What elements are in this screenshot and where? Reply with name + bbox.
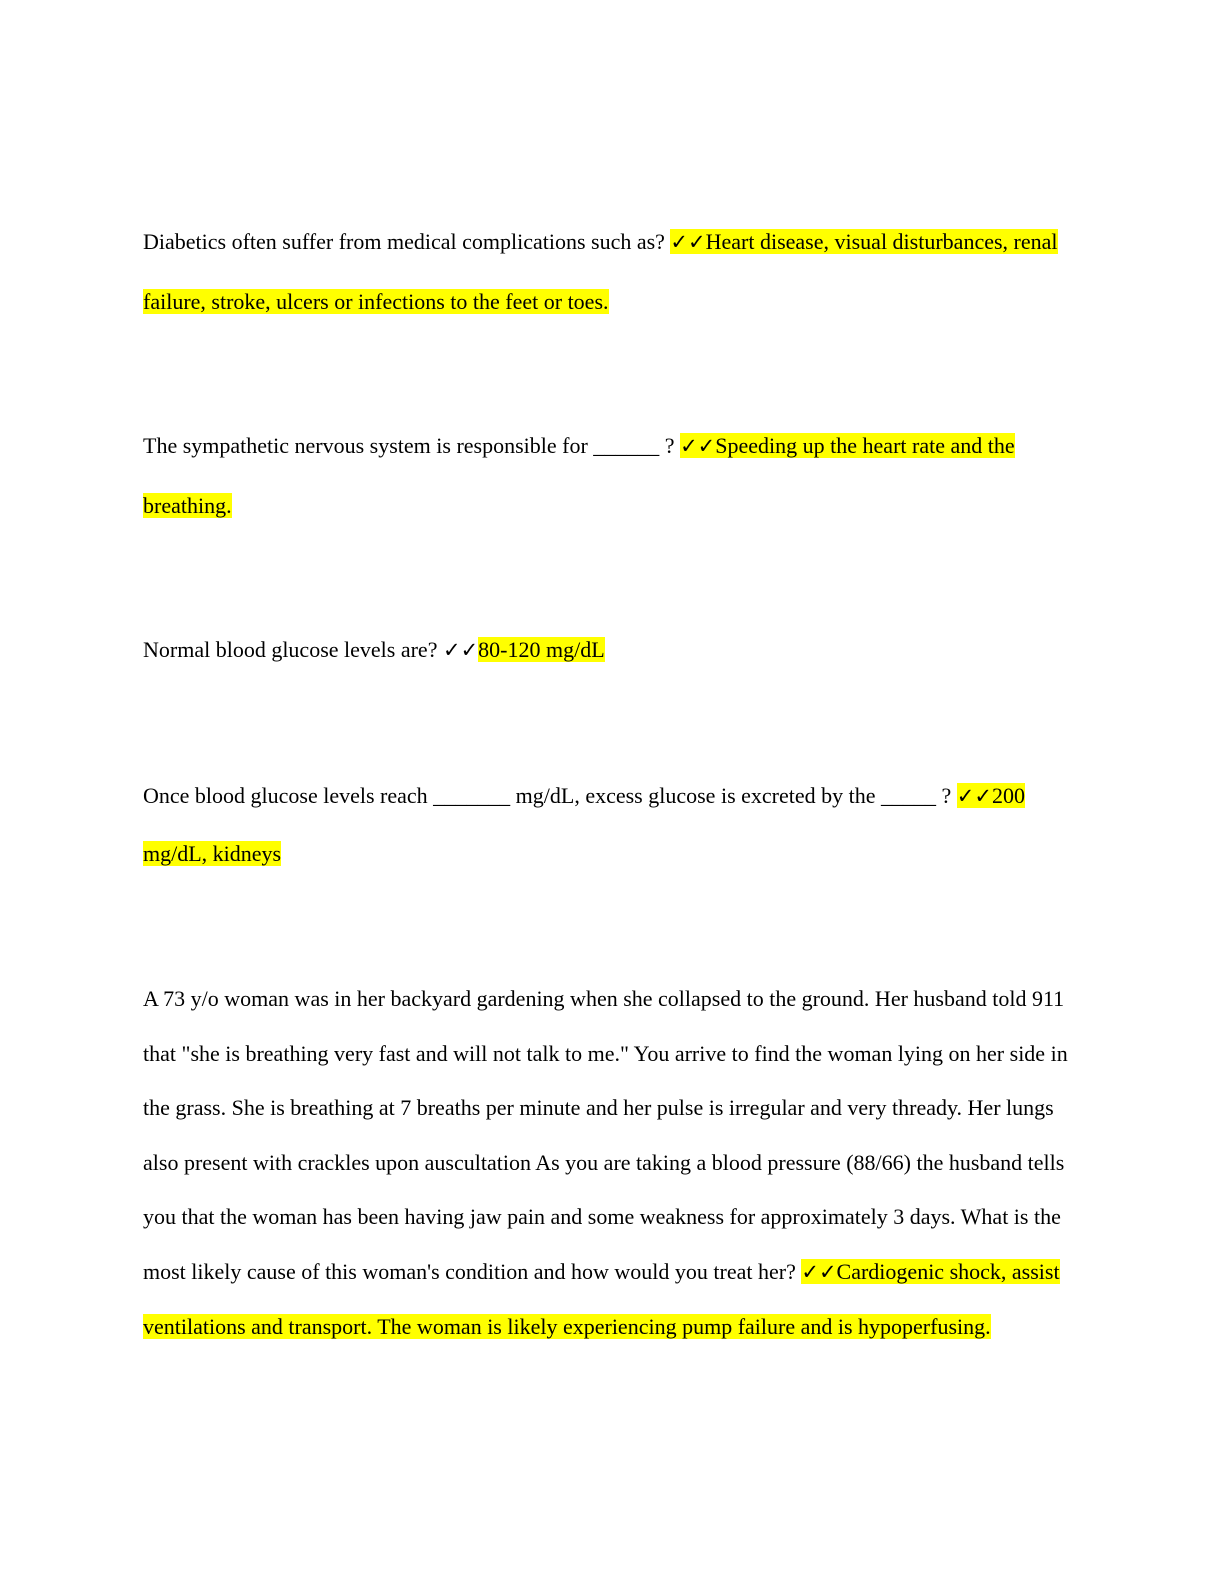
answer-text: 200 mg/dL, kidneys: [143, 783, 1025, 866]
qa-item: [143, 972, 1083, 1354]
question-text: Diabetics often suffer from medical complications such as?: [143, 229, 671, 254]
question-text: Once blood glucose levels reach _______ mg/dL, excess glucose is excreted by the _____ ?: [143, 783, 957, 808]
double-check-icon: ✓✓: [956, 784, 992, 808]
qa-paragraph: [143, 767, 1083, 883]
double-check-icon: ✓✓: [680, 434, 716, 458]
answer-text: Cardiogenic shock, assist ventilations and transport. The woman is likely experiencing pump failure and is hypoperfusing.: [143, 1258, 1060, 1339]
qa-item: [143, 212, 1083, 332]
qa-paragraph: [143, 416, 1083, 536]
answer-highlight: [478, 637, 605, 662]
qa-item: [143, 620, 1083, 680]
double-check-icon: ✓✓: [670, 230, 706, 254]
question-text: The sympathetic nervous system is responsible for ______ ?: [143, 433, 681, 458]
double-check-icon: ✓✓: [801, 1259, 837, 1284]
qa-paragraph: [143, 972, 1083, 1354]
question-text: A 73 y/o woman was in her backyard gardening when she collapsed to the ground. Her husband told 911 that "she is breathing very fast and will not talk to me." You arrive to find the woman lying on her side in the grass. She is breathing at 7 breaths per minute and her pulse is irregular and very thready. Her lungs also present with crackles upon auscultation As you are taking a blood pressure (88/66) the husband tells you that the woman has been having jaw pain and some weakness for approximately 3 days. What is the most likely cause of this woman's condition and how would you treat her?: [143, 986, 1068, 1284]
answer-text: Heart disease, visual disturbances, renal failure, stroke, ulcers or infections to the feet or toes.: [143, 229, 1058, 314]
double-check-icon: ✓✓: [442, 638, 479, 662]
answer-text: 80-120 mg/dL: [478, 637, 605, 662]
qa-paragraph: [143, 620, 1083, 680]
qa-paragraph: [143, 212, 1083, 332]
qa-item: [143, 416, 1083, 536]
qa-item: [143, 767, 1083, 883]
question-text: Normal blood glucose levels are?: [143, 637, 443, 662]
answer-text: Speeding up the heart rate and the breathing.: [143, 433, 1015, 518]
